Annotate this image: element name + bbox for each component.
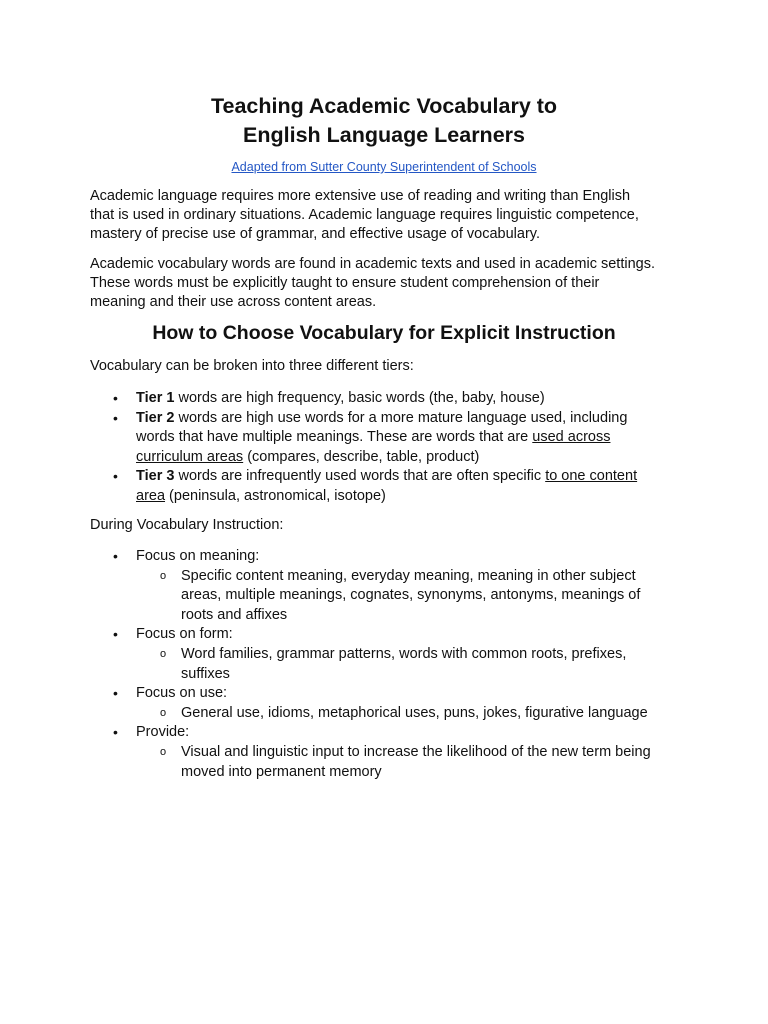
bullet-icon: • xyxy=(113,685,118,702)
tier-text: (compares, describe, table, product) xyxy=(243,448,480,465)
list-item-focus-form xyxy=(0,625,651,645)
tiers-list xyxy=(0,389,637,507)
document-title xyxy=(0,92,768,150)
section-heading: How to Choose Vocabulary for Explicit Instruction xyxy=(152,322,616,344)
title-line-1: Teaching Academic Vocabulary to xyxy=(210,94,558,118)
sub-item-line: General use, idioms, metaphorical uses, puns, jokes, figurative language xyxy=(181,704,648,721)
item-label: Focus on use: xyxy=(136,685,228,702)
tier-text: words are high frequency, basic words (the, baby, house) xyxy=(174,390,545,406)
item-label: Focus on form: xyxy=(136,626,233,643)
underlined-phrase: curriculum areas xyxy=(136,448,244,465)
sub-bullet-icon: o xyxy=(160,745,167,758)
bullet-icon: • xyxy=(113,390,118,406)
tier-label: Tier 3 xyxy=(136,468,175,485)
tiers-intro: Vocabulary can be broken into three different tiers: xyxy=(90,358,414,374)
underlined-phrase: area xyxy=(136,487,166,504)
bullet-icon: • xyxy=(113,626,118,643)
paragraph-academic-language xyxy=(90,187,690,245)
paragraph-line: These words must be explicitly taught to ensure student comprehension of their xyxy=(90,275,600,292)
item-label: Provide: xyxy=(136,724,190,741)
list-item-provide xyxy=(0,723,651,743)
sub-item-line: areas, multiple meanings, cognates, synonyms, antonyms, meanings of xyxy=(181,587,641,604)
sub-bullet-icon: o xyxy=(160,647,167,660)
sub-item-use xyxy=(0,704,651,724)
source-link[interactable]: Adapted from Sutter County Superintendent of Schools xyxy=(231,160,537,174)
sub-item-form xyxy=(0,645,651,684)
instruction-intro: During Vocabulary Instruction: xyxy=(90,517,284,533)
sub-item-line: Visual and linguistic input to increase the likelihood of the new term being xyxy=(181,743,651,760)
list-item-focus-use xyxy=(0,684,651,704)
sub-item-line: moved into permanent memory xyxy=(181,763,382,780)
paragraph-line: that is used in ordinary situations. Academic language requires linguistic competence, xyxy=(90,207,639,224)
sub-item-meaning xyxy=(0,567,651,626)
list-item-tier-3 xyxy=(0,467,637,506)
sub-item-provide xyxy=(0,743,651,782)
tier-label: Tier 2 xyxy=(136,409,175,426)
sub-item-line: Word families, grammar patterns, words with common roots, prefixes, xyxy=(181,645,627,662)
paragraph-line: mastery of precise use of grammar, and effective usage of vocabulary. xyxy=(90,226,540,243)
paragraph-line: meaning and their use across content areas. xyxy=(90,294,377,311)
sub-item-line: roots and affixes xyxy=(181,606,288,623)
bullet-icon: • xyxy=(113,724,118,741)
title-line-2: English Language Learners xyxy=(243,123,525,147)
tier-label: Tier 1 xyxy=(136,390,175,406)
list-item-tier-2 xyxy=(0,409,637,468)
paragraph-line: Academic vocabulary words are found in academic texts and used in academic settings. xyxy=(90,256,655,272)
tier-text: (peninsula, astronomical, isotope) xyxy=(165,487,386,504)
sub-item-line: suffixes xyxy=(181,665,230,682)
list-item-focus-meaning xyxy=(0,547,651,567)
underlined-phrase: used across xyxy=(532,429,611,446)
tier-text: words are infrequently used words that are often specific xyxy=(174,468,546,485)
bullet-icon: • xyxy=(113,409,118,426)
list-item-tier-1 xyxy=(0,389,637,409)
paragraph-academic-vocabulary xyxy=(90,255,690,313)
bullet-icon: • xyxy=(113,548,118,564)
instruction-list xyxy=(0,547,651,782)
sub-bullet-icon: o xyxy=(160,706,167,719)
sub-item-line: Specific content meaning, everyday meaning, meaning in other subject xyxy=(181,567,636,584)
tier-text: words are high use words for a more mature language used, including xyxy=(174,409,628,426)
bullet-icon: • xyxy=(113,468,118,485)
underlined-phrase: to one content xyxy=(545,468,638,485)
paragraph-line: Academic language requires more extensive use of reading and writing than English xyxy=(90,188,631,204)
item-label: Focus on meaning: xyxy=(136,548,260,564)
sub-bullet-icon: o xyxy=(160,569,167,582)
tier-text: words that have multiple meanings. These are words that are xyxy=(136,429,533,446)
